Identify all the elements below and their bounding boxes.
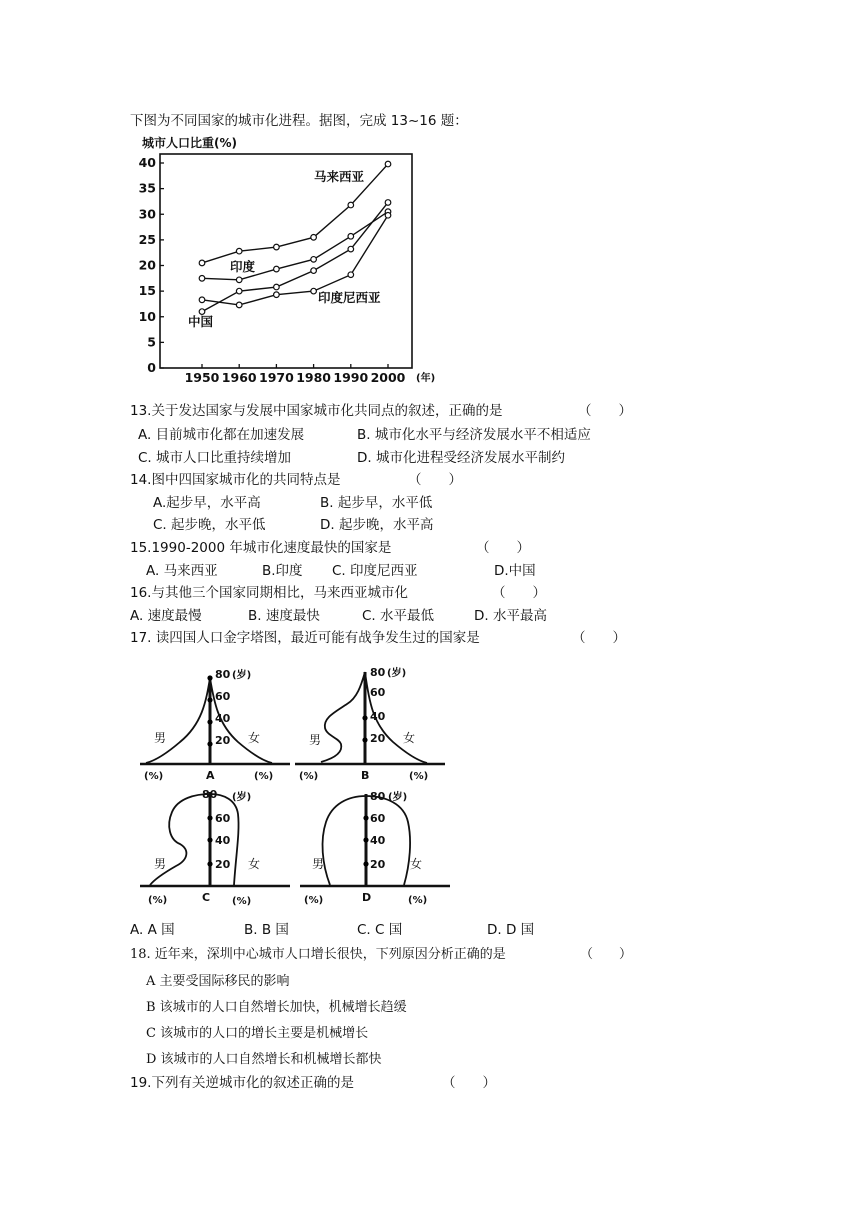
y-tick-label-15: 15 — [138, 283, 156, 299]
q14-stem: 14.图中四国家城市化的共同特点是 — [130, 472, 341, 488]
pyramid-d-age-unit: (岁) — [388, 792, 408, 803]
series-2-point-1970 — [274, 284, 280, 290]
q15-stem: 15.1990-2000 年城市化速度最快的国家是 — [130, 540, 392, 556]
pyramid-a-age-40: 40 — [215, 712, 231, 725]
q13-paren: （ ） — [578, 403, 632, 419]
q19-stem: 19.下列有关逆城市化的叙述正确的是 — [130, 1075, 354, 1091]
q15-option-b: B.印度 — [262, 563, 303, 579]
series-1-point-1980 — [311, 257, 317, 263]
q18-option-c: C 该城市的人口的增长主要是机械增长 — [146, 1026, 369, 1041]
pyramid-c-age-40: 40 — [215, 834, 231, 847]
series-0-point-1990 — [348, 202, 354, 208]
pyramid-b-male-outline — [321, 672, 365, 762]
pyramid-b-age-20: 20 — [370, 732, 386, 745]
q13-option-d: D. 城市化进程受经济发展水平制约 — [357, 450, 565, 466]
y-tick-label-25: 25 — [138, 231, 156, 247]
q15-paren: （ ） — [476, 540, 530, 556]
y-tick-label-20: 20 — [138, 257, 156, 273]
pyramid-c-female-label: 女 — [248, 857, 261, 871]
x-tick-label-2000: 2000 — [370, 370, 406, 385]
pyramid-b-pct-right: (%) — [409, 771, 429, 782]
pyramid-a-age-60: 60 — [215, 690, 231, 703]
pyramid-a-age-20: 20 — [215, 734, 231, 747]
series-0-point-1980 — [311, 235, 317, 241]
pyramid-a-male-outline — [146, 678, 210, 763]
q18-option-b: B 该城市的人口自然增长加快，机械增长趋缓 — [146, 1000, 407, 1015]
q16-option-c: C. 水平最低 — [362, 608, 435, 624]
q13-option-a: A. 目前城市化都在加速发展 — [138, 427, 305, 443]
q18-stem: 18. 近年来，深圳中心城市人口增长很快，下列原因分析正确的是 — [130, 947, 506, 962]
chart-frame — [160, 154, 412, 368]
x-tick-label-1950: 1950 — [184, 370, 220, 385]
pyramid-b-age-unit: (岁) — [387, 668, 407, 679]
pyramid-a-age-80: 80 — [215, 668, 231, 681]
series-3-point-1990 — [348, 272, 354, 278]
series-3-point-1950 — [199, 297, 205, 303]
series-3-point-1980 — [311, 288, 317, 294]
pyramid-c-letter: C — [202, 891, 211, 904]
pyramid-c-pct-left: (%) — [148, 895, 168, 906]
pyramid-b-age-40: 40 — [370, 710, 386, 723]
pyramid-b-female-label: 女 — [403, 731, 416, 745]
series-3-point-1970 — [274, 292, 280, 298]
pyramid-a — [140, 662, 300, 784]
series-2-point-1990 — [348, 246, 354, 252]
pyramid-a-pct-right: (%) — [254, 771, 274, 782]
q19-paren: （ ） — [442, 1075, 496, 1091]
series-0-point-1970 — [274, 244, 280, 250]
q15-option-a: A. 马来西亚 — [146, 563, 218, 579]
series-2-point-1960 — [236, 288, 242, 294]
pyramid-d-letter: D — [362, 891, 372, 904]
pyramid-d-pct-left: (%) — [304, 895, 324, 906]
q18-option-a: A 主要受国际移民的影响 — [146, 974, 290, 989]
pyramid-d-age-60: 60 — [370, 812, 386, 825]
pyramid-b-male-label: 男 — [309, 733, 322, 747]
y-tick-label-40: 40 — [138, 155, 156, 170]
q13-option-b: B. 城市化水平与经济发展水平不相适应 — [357, 427, 591, 443]
pyramid-a-age-unit: (岁) — [232, 670, 252, 681]
x-tick-label-1970: 1970 — [259, 370, 294, 385]
pyramid-d-male-outline — [323, 796, 366, 885]
series-1-point-1990 — [348, 233, 354, 239]
pyramid-d-female-label: 女 — [410, 857, 423, 871]
pyramid-c-age-20: 20 — [215, 858, 231, 871]
q15-option-c: C. 印度尼西亚 — [332, 563, 418, 579]
q15-option-d: D.中国 — [494, 563, 536, 579]
pyramid-a-female-label: 女 — [248, 731, 261, 745]
q16-paren: （ ） — [492, 585, 546, 601]
series-label-3: 印度尼西亚 — [318, 290, 381, 305]
pyramid-d-age-20: 20 — [370, 858, 386, 871]
pyramid-c-age-unit: (岁) — [232, 792, 252, 803]
x-tick-label-1980: 1980 — [296, 370, 331, 385]
q14-option-d: D. 起步晚，水平高 — [320, 517, 434, 533]
q16-option-d: D. 水平最高 — [474, 608, 547, 624]
pyramid-b-letter: B — [361, 769, 370, 782]
series-label-2: 中国 — [188, 314, 214, 329]
q14-option-c: C. 起步晚，水平低 — [153, 517, 266, 533]
pyramid-a-letter: A — [206, 769, 215, 782]
series-2-point-1980 — [311, 268, 317, 274]
series-0-point-1960 — [236, 248, 242, 254]
pyramid-c — [140, 784, 300, 908]
y-tick-label-5: 5 — [147, 334, 156, 350]
intro-text: 下图为不同国家的城市化进程。据图，完成 13~16 题： — [130, 113, 468, 129]
q14-option-a: A.起步早，水平高 — [153, 495, 261, 511]
pyramid-c-pct-right: (%) — [232, 896, 252, 907]
series-1-point-1970 — [274, 266, 280, 272]
series-3-point-1960 — [236, 302, 242, 308]
q16-option-a: A. 速度最慢 — [130, 608, 202, 624]
pyramid-b — [295, 662, 455, 784]
pyramid-a-pct-left: (%) — [144, 771, 164, 782]
q17-stem: 17. 读四国人口金字塔图，最近可能有战争发生过的国家是 — [130, 630, 480, 646]
q13-stem: 13.关于发达国家与发展中国家城市化共同点的叙述，正确的是 — [130, 403, 503, 419]
chart-y-axis-label: 城市人口比重(%) — [142, 136, 237, 150]
y-tick-label-0: 0 — [147, 360, 156, 375]
pyramid-b-age-60: 60 — [370, 686, 386, 699]
q13-option-c: C. 城市人口比重持续增加 — [138, 450, 292, 466]
q18-option-d: D 该城市的人口自然增长和机械增长都快 — [146, 1052, 382, 1067]
q17-option-b: B. B 国 — [244, 922, 289, 938]
urbanization-line-chart — [128, 130, 436, 385]
q14-paren: （ ） — [408, 472, 462, 488]
q18-paren: （ ） — [580, 947, 633, 962]
y-tick-label-30: 30 — [138, 206, 156, 222]
x-axis-unit: (年) — [416, 373, 436, 384]
pyramid-c-male-label: 男 — [154, 857, 167, 871]
pyramid-c-male-outline — [150, 794, 210, 885]
series-1-point-1950 — [199, 276, 205, 282]
pyramid-d-age-80: 80 — [370, 790, 386, 803]
pyramid-d-age-40: 40 — [370, 834, 386, 847]
pyramid-d — [300, 784, 460, 908]
y-tick-label-10: 10 — [138, 308, 156, 324]
q17-option-a: A. A 国 — [130, 922, 175, 938]
x-tick-label-1990: 1990 — [333, 370, 369, 385]
pyramid-b-age-80: 80 — [370, 666, 386, 679]
series-label-1: 印度 — [230, 259, 256, 274]
q17-option-d: D. D 国 — [487, 922, 535, 938]
pyramid-c-age-80: 80 — [202, 788, 218, 801]
series-3-point-2000 — [385, 212, 391, 218]
series-label-0: 马来西亚 — [314, 169, 365, 184]
q16-stem: 16.与其他三个国家同期相比，马来西亚城市化 — [130, 585, 408, 601]
q17-paren: （ ） — [572, 630, 626, 646]
pyramid-b-pct-left: (%) — [299, 771, 319, 782]
q16-option-b: B. 速度最快 — [248, 608, 320, 624]
q17-option-c: C. C 国 — [357, 922, 403, 938]
series-0-point-2000 — [385, 161, 391, 167]
q14-option-b: B. 起步早，水平低 — [320, 495, 433, 511]
pyramid-d-male-label: 男 — [312, 857, 325, 871]
y-tick-label-35: 35 — [138, 180, 156, 196]
pyramid-d-pct-right: (%) — [408, 895, 428, 906]
x-tick-label-1960: 1960 — [221, 370, 257, 385]
pyramid-a-male-label: 男 — [154, 731, 167, 745]
series-2-point-2000 — [385, 200, 391, 206]
series-1-point-1960 — [236, 277, 242, 283]
series-0-point-1950 — [199, 260, 205, 266]
pyramid-c-age-60: 60 — [215, 812, 231, 825]
